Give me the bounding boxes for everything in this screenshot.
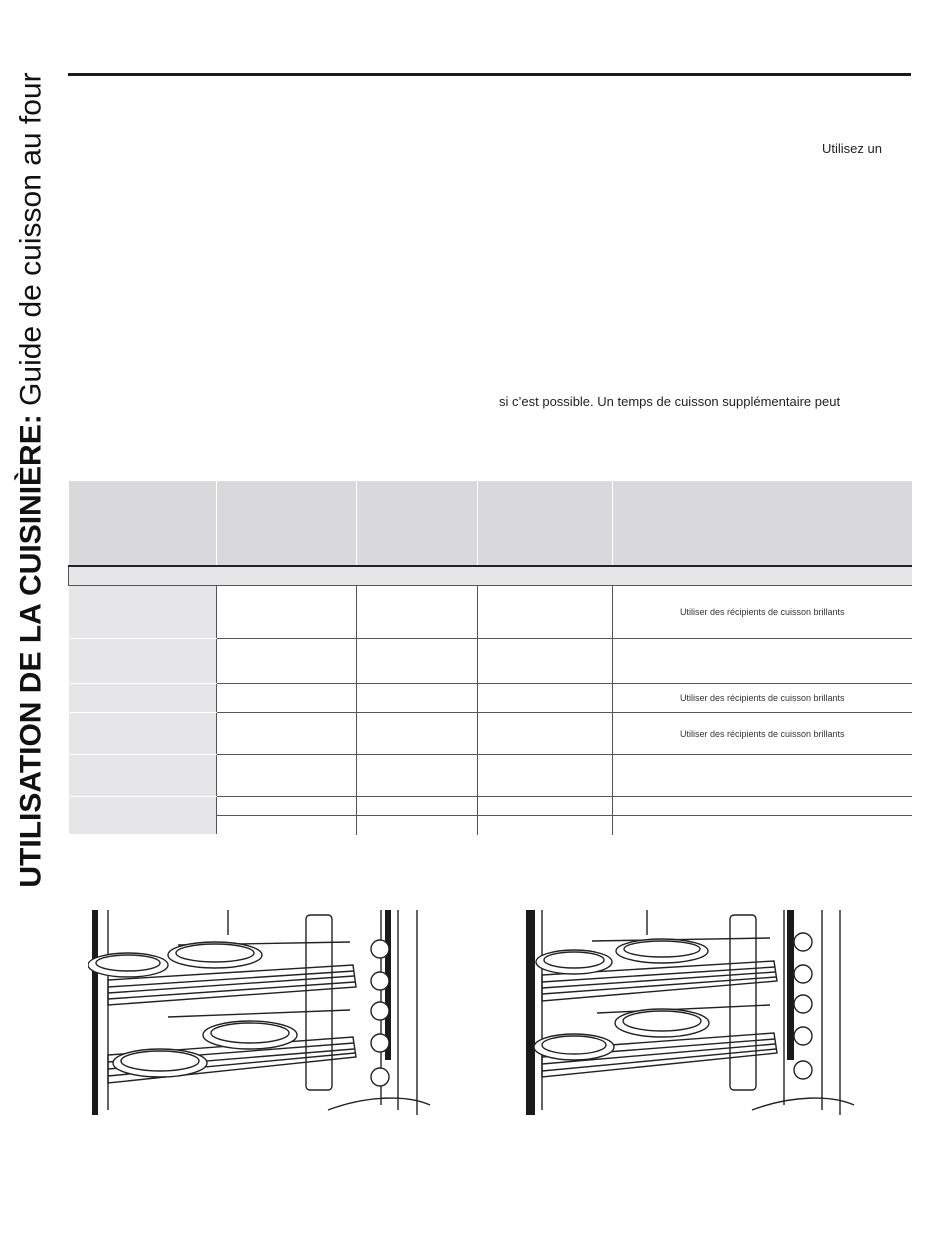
table-header-cell — [613, 481, 912, 566]
table-cell — [217, 816, 357, 835]
baking-guide-table — [68, 481, 912, 835]
table-row-label — [69, 684, 217, 713]
table-row-label — [69, 639, 217, 684]
side-title-bold: UTILISATION DE LA CUISINIÈRE: — [15, 414, 49, 888]
table-cell — [357, 755, 478, 797]
table-cell — [217, 684, 357, 713]
table-row-label — [69, 586, 217, 639]
top-rule — [68, 73, 911, 76]
text-snippet-temps-cuisson: si c’est possible. Un temps de cuisson supplémentaire peut — [499, 394, 841, 409]
side-title — [10, 40, 54, 920]
table-header-cell — [478, 481, 613, 566]
table-cell — [357, 816, 478, 835]
table-cell — [613, 797, 912, 816]
side-title-text — [15, 72, 49, 887]
table-cell — [478, 684, 613, 713]
table-row — [69, 713, 912, 755]
table-note: Utiliser des récipients de cuisson brillants — [613, 713, 912, 755]
table-section-cell — [69, 566, 912, 586]
table-cell — [478, 797, 613, 816]
table-row-label — [69, 713, 217, 755]
table-cell — [478, 816, 613, 835]
side-title-light: Guide de cuisson au four — [15, 72, 49, 415]
table-row — [69, 797, 912, 816]
table-cell — [478, 639, 613, 684]
table-cell — [357, 586, 478, 639]
table-cell — [217, 797, 357, 816]
table-header-cell — [217, 481, 357, 566]
table-cell — [478, 586, 613, 639]
table-note: Utiliser des récipients de cuisson brillants — [613, 586, 912, 639]
oven-rack-drawing-right — [512, 905, 857, 1115]
table-note — [613, 755, 912, 797]
text-snippet-utilisez: Utilisez un — [822, 141, 882, 156]
table-row — [69, 639, 912, 684]
table-header-row — [69, 481, 912, 566]
table-row — [69, 755, 912, 797]
table-cell — [217, 639, 357, 684]
oven-rack-illustration-right — [512, 905, 857, 1115]
table-row-label — [69, 755, 217, 797]
oven-rack-drawing-left — [88, 905, 433, 1115]
table-cell — [357, 797, 478, 816]
table-cell — [217, 586, 357, 639]
table-cell — [478, 755, 613, 797]
table-note — [613, 639, 912, 684]
table-cell — [478, 713, 613, 755]
table-header-cell — [69, 481, 217, 566]
table-row-label — [69, 797, 217, 835]
table-row — [69, 586, 912, 639]
table-cell — [217, 713, 357, 755]
table-cell — [613, 816, 912, 835]
table-cell — [357, 713, 478, 755]
table-row — [69, 684, 912, 713]
table-cell — [357, 684, 478, 713]
table-cell — [217, 755, 357, 797]
table-cell — [357, 639, 478, 684]
oven-rack-illustration-left — [88, 905, 433, 1115]
table-section-row — [69, 566, 912, 586]
table-header-cell — [357, 481, 478, 566]
table-note: Utiliser des récipients de cuisson brillants — [613, 684, 912, 713]
